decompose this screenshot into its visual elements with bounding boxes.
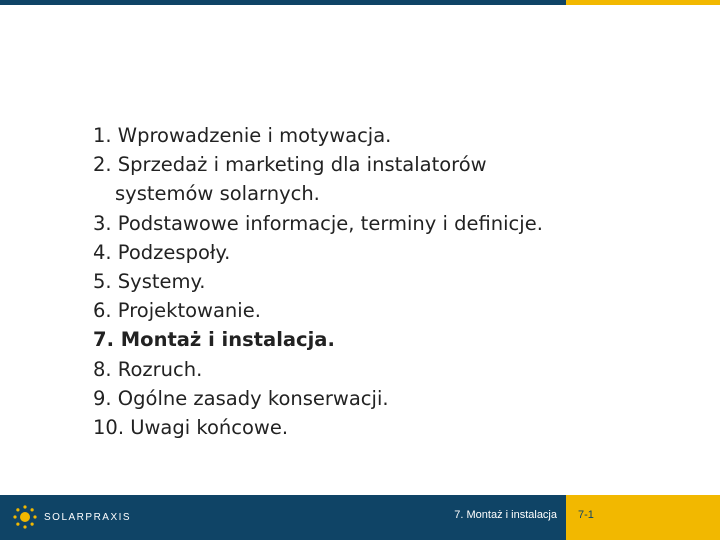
agenda-item [93, 384, 543, 413]
agenda-item [93, 296, 543, 325]
top-accent-bar [0, 0, 566, 5]
footer-section-title: 7. Montaż i instalacja [454, 509, 557, 521]
agenda-item [93, 209, 543, 238]
agenda-item-current [93, 325, 543, 354]
agenda-item-label: 3. Podstawowe informacje, terminy i definicje. [93, 211, 543, 235]
page-number: 7-1 [578, 509, 594, 521]
agenda-item [93, 413, 543, 442]
agenda-item-label: 10. Uwagi końcowe. [93, 416, 289, 440]
agenda-item-label: 2. Sprzedaż i marketing dla instalatorów [93, 153, 487, 177]
sun-icon [12, 504, 38, 530]
agenda-item [93, 238, 543, 267]
agenda-item [93, 121, 543, 150]
agenda-list [93, 121, 543, 442]
agenda-item-label: 1. Wprowadzenie i motywacja. [93, 124, 392, 147]
top-accent-bar-highlight [566, 0, 720, 5]
agenda-item [93, 150, 543, 208]
agenda-item-label: 7. Montaż i instalacja. [93, 328, 335, 352]
agenda-item [93, 355, 543, 384]
agenda-item-label: 4. Podzespoły. [93, 240, 231, 264]
agenda-item-label: 8. Rozruch. [93, 357, 203, 381]
agenda-item-label: 9. Ogólne zasady konserwacji. [93, 386, 389, 410]
agenda-item [93, 267, 543, 296]
solarpraxis-logo [12, 504, 131, 530]
agenda-item-label: 6. Projektowanie. [93, 299, 261, 323]
agenda-item-continuation: systemów solarnych. [115, 182, 320, 206]
logo-text: SOLARPRAXIS [44, 511, 132, 523]
agenda-item-label: 5. Systemy. [93, 270, 206, 294]
